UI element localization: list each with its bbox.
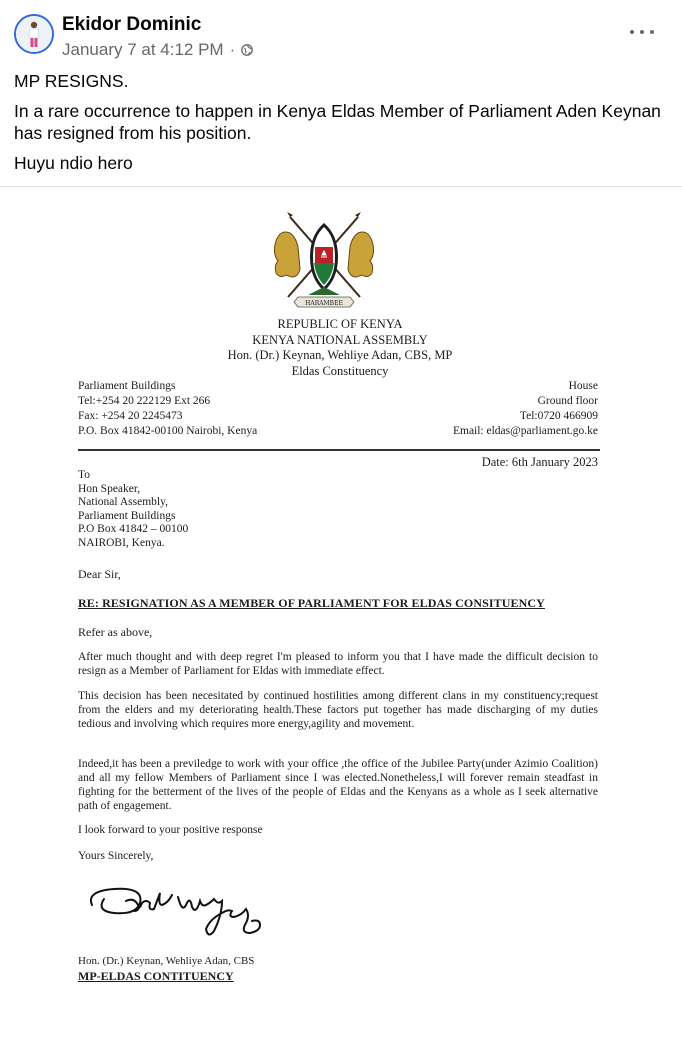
addressee-line: P.O Box 41842 – 00100 bbox=[78, 523, 189, 536]
letterhead-line: Hon. (Dr.) Keynan, Wehliye Adan, CBS, MP bbox=[227, 348, 453, 362]
post-message bbox=[14, 70, 664, 182]
letter-paragraph: This decision has been necesitated by continued hostilities among different clans in my constituency;request from the elders and my deteriorating health.These factors put together has made discharging of my duties tedious and involving which requires more energy,agility and movement. bbox=[78, 690, 598, 730]
letterhead bbox=[120, 317, 560, 379]
letter-closing: Yours Sincerely, bbox=[78, 850, 154, 862]
more-options-icon[interactable] bbox=[630, 22, 654, 42]
contact-line: House bbox=[568, 380, 598, 392]
addressee-line: Parliament Buildings bbox=[78, 509, 176, 522]
addressee-line: Hon Speaker, bbox=[78, 482, 141, 495]
letter-paragraph: Indeed,it has been a previledge to work with your office ,the office of the Jubilee Party(under Azimio Coalition) and all my fellow Members of Parliament since I was elected.Nonetheless,I will forever remain steadfast in fighting for the betterment of the lives of the people of Eldas and the Kenyans as a whole as I seek alternative path of engagement. bbox=[78, 758, 598, 812]
letter-paragraph: I look forward to your positive response bbox=[78, 824, 263, 836]
addressee-line: To bbox=[78, 469, 90, 481]
addressee-line: National Assembly, bbox=[78, 496, 168, 509]
letterhead-line: KENYA NATIONAL ASSEMBLY bbox=[252, 332, 428, 347]
author-avatar[interactable] bbox=[14, 14, 54, 54]
svg-text:HARAMBEE: HARAMBEE bbox=[305, 300, 343, 307]
contact-line: Tel:+254 20 222129 Ext 266 bbox=[78, 395, 211, 407]
contact-line: Email: eldas@parliament.go.ke bbox=[452, 425, 598, 437]
signatory-name: Hon. (Dr.) Keynan, Wehliye Adan, CBS bbox=[78, 955, 255, 967]
contact-line: P.O. Box 41842-00100 Nairobi, Kenya bbox=[78, 425, 258, 437]
sender-contact-left bbox=[78, 379, 257, 439]
refer-line: Refer as above, bbox=[78, 625, 153, 639]
signatory-title: MP-ELDAS CONTITUENCY bbox=[78, 969, 234, 983]
contact-line: Fax: +254 20 2245473 bbox=[78, 410, 183, 422]
contact-line: Tel:0720 466909 bbox=[519, 410, 598, 422]
post-meta bbox=[62, 40, 253, 60]
addressee-line: NAIROBI, Kenya. bbox=[78, 536, 165, 549]
letterhead-rule bbox=[78, 449, 600, 451]
post-text-line: In a rare occurrence to happen in Kenya Eldas Member of Parliament Aden Keynan has resigned from his position. bbox=[14, 101, 661, 143]
meta-separator: · bbox=[229, 40, 236, 59]
contact-line: Parliament Buildings bbox=[78, 380, 176, 392]
kenya-coat-of-arms-icon bbox=[268, 211, 380, 309]
globe-icon bbox=[241, 44, 253, 56]
post-text-line: MP RESIGNS. bbox=[14, 71, 129, 91]
letterhead-line: Eldas Constituency bbox=[291, 363, 389, 378]
letter-paragraph: After much thought and with deep regret I'm pleased to inform you that I have made the difficult decision to resign as a Member of Parliament for Eldas with immediate effect. bbox=[78, 651, 598, 677]
addressee-block bbox=[78, 469, 188, 551]
sender-contact-right bbox=[453, 379, 598, 439]
letter-date: Date: 6th January 2023 bbox=[481, 455, 598, 469]
post-header bbox=[0, 0, 682, 64]
letter-image[interactable] bbox=[0, 187, 682, 1048]
person-icon bbox=[16, 16, 52, 52]
handwritten-signature bbox=[86, 877, 296, 943]
letter-subject: RE: RESIGNATION AS A MEMBER OF PARLIAMENT FOR ELDAS CONSITUENCY bbox=[78, 596, 545, 610]
salutation: Dear Sir, bbox=[78, 567, 121, 581]
post-timestamp[interactable]: January 7 at 4:12 PM bbox=[62, 40, 224, 59]
author-name[interactable]: Ekidor Dominic bbox=[62, 14, 202, 35]
post-text-line: Huyu ndio hero bbox=[14, 153, 133, 173]
contact-line: Ground floor bbox=[537, 395, 598, 407]
letterhead-line: REPUBLIC OF KENYA bbox=[277, 317, 403, 331]
